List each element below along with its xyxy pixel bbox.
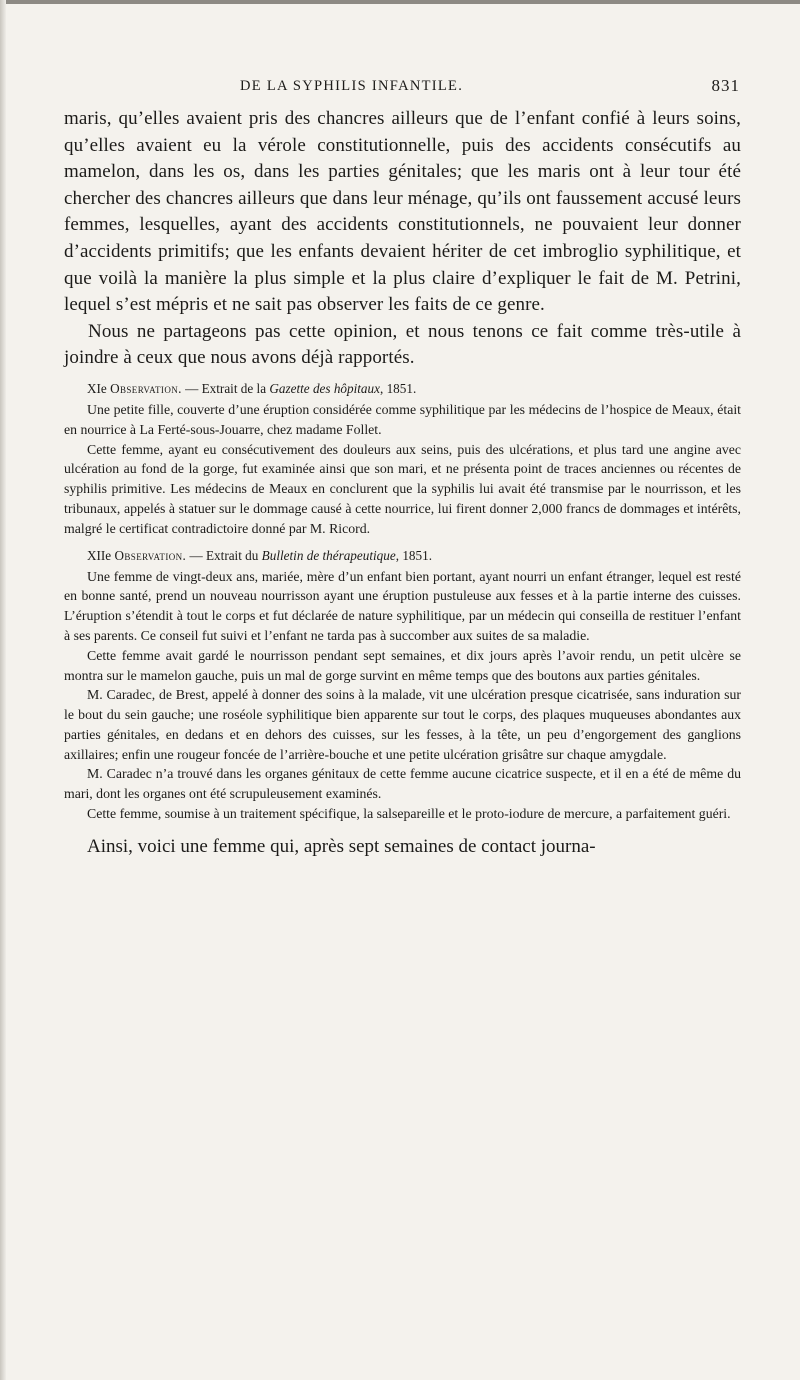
observation-11-body xyxy=(64,400,741,539)
observation-paragraph: Une petite fille, couverte d’une éruption considérée comme syphilitique par les médecins de l’hospice de Meaux, était en nourrice à La Ferté-sous-Jouarre, chez madame Follet. xyxy=(64,401,741,437)
observation-paragraph: Cette femme, ayant eu consécutivement des douleurs aux seins, puis des ulcérations, et plus tard une angine avec ulcération au fond de la gorge, fut examinée ainsi que son mari, et ne présenta point de traces anciennes ou récentes de syphilis primitive. Les médecins de Meaux en conclurent que la syphilis lui avait été transmise par le nourrisson, et les tribunaux, appelés à statuer sur le dommage causé à cette nourrice, lui firent donner 2,000 francs de dommages et intérêts, malgré le certificat contradictoire donné par M. Ricord. xyxy=(64,441,741,536)
source-year: , 1851. xyxy=(379,380,417,396)
page-header xyxy=(100,74,740,104)
observation-label: Observation. xyxy=(110,380,182,396)
page-number: 831 xyxy=(711,76,740,95)
observation-number: XIe xyxy=(87,380,107,396)
observation-paragraph: Une femme de vingt-deux ans, mariée, mère d’un enfant bien portant, ayant nourri un enfant étranger, lequel est resté en bonne santé, prend un nouveau nourrisson ayant une éruption pustuleuse aux fesses et à la partie interne des cuisses. L’éruption s’étendit à tout le corps et fut déclarée de nature syphilitique, par un médecin qui conseilla de restituer l’enfant à ses parents. Ce conseil fut suivi et l’enfant ne tarda pas à succomber aux suites de sa maladie. xyxy=(64,568,741,643)
observation-12-body xyxy=(64,567,741,824)
observation-number: XIIe xyxy=(87,547,112,563)
closing-text xyxy=(64,834,741,860)
observation-paragraph: Cette femme avait gardé le nourrisson pendant sept semaines, et dix jours après l’avoir rendu, un petit ulcère se montra sur le mamelon gauche, puis un mal de gorge survint en même temps que des boutons aux parties génitales. xyxy=(64,647,741,683)
source-year: , 1851. xyxy=(395,547,432,563)
observation-11-heading xyxy=(64,378,741,400)
page-gutter-shadow xyxy=(0,0,6,1380)
observation-paragraph: M. Caradec n’a trouvé dans les organes génitaux de cette femme aucune cicatrice suspecte, et il en a été de même du mari, dont les organes ont été scrupuleusement examinés. xyxy=(64,766,741,802)
heading-connector: — Extrait de la xyxy=(181,380,270,396)
paragraph-continuation: maris, qu’elles avaient pris des chancres ailleurs que de l’enfant confié à leurs soins, qu’elles avaient eu la vérole constitutionnelle, puis des accidents consécutifs au mamelon, dans les os, dans les parties génitales; que les maris ont à leur tour été chercher des chancres ailleurs que dans leur ménage, qu’ils ont faussement accusé leurs femmes, lesquelles, ayant des accidents constitutionnels, ne pouvaient leur donner d’accidents primitifs; que les enfants devaient hériter de cet imbroglio syphilitique, et que voilà la manière la plus simple et la plus claire d’expliquer le fait de M. Petrini, lequel s’est mépris et ne sait pas observer les faits de ce genre. xyxy=(64,108,741,316)
paragraph-opinion: Nous ne partageons pas cette opinion, et nous tenons ce fait comme très-utile à joindre à ceux que nous avons déjà rapportés. xyxy=(64,320,741,369)
top-edge-rule xyxy=(0,0,800,4)
observation-paragraph: Cette femme, soumise à un traitement spécifique, la salsepareille et le proto-iodure de mercure, a parfaitement guéri. xyxy=(87,806,731,822)
closing-paragraph: Ainsi, voici une femme qui, après sept semaines de contact journa- xyxy=(87,835,596,857)
source-title: Gazette des hôpitaux xyxy=(269,380,380,396)
running-head: DE LA SYPHILIS INFANTILE. xyxy=(240,78,464,94)
page-text xyxy=(64,106,741,860)
observation-paragraph: M. Caradec, de Brest, appelé à donner des soins à la malade, vit une ulcération presque cicatrisée, sans induration sur le bout du sein gauche; une roséole syphilitique bien apparente sur tout le corps, des plaques muqueuses abondantes aux parties génitales, en dedans et en dehors des cuisses, sur les fesses, à la tête, un peu d’engorgement des ganglions axillaires; enfin une rougeur foncée de l’arrière-bouche et une petite ulcération grisâtre sur chaque amygdale. xyxy=(64,687,741,762)
heading-connector: — Extrait du xyxy=(186,547,262,563)
observation-12-heading xyxy=(64,545,741,567)
source-title: Bulletin de thérapeutique xyxy=(261,547,396,563)
observation-label: Observation. xyxy=(114,547,187,563)
main-text xyxy=(64,106,741,372)
